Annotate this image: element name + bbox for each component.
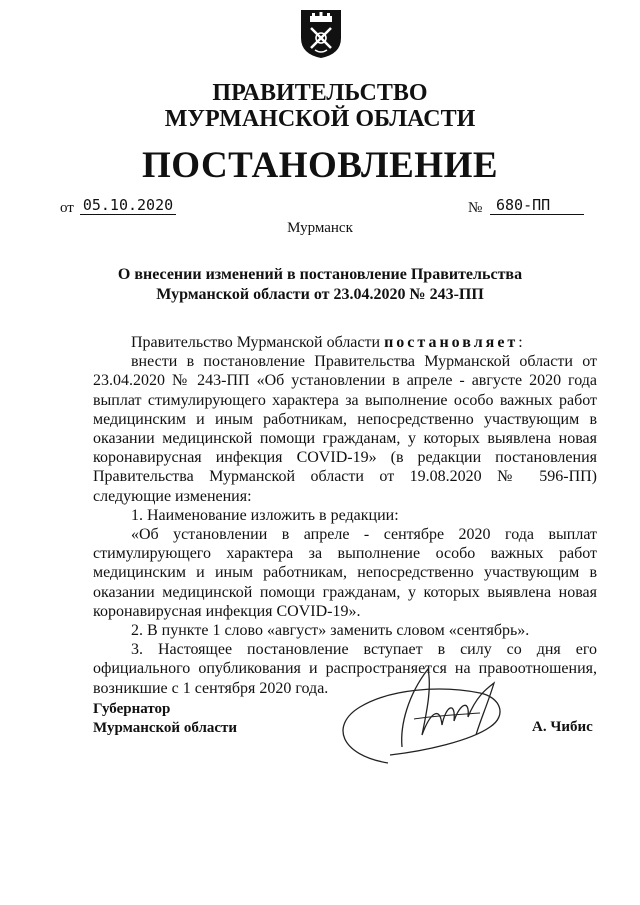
- signatory-title: [93, 700, 237, 738]
- signatory-title-line-2: Мурманской области: [93, 720, 238, 736]
- handwritten-signature: [330, 655, 520, 770]
- decree-keyword: постановляет: [384, 334, 519, 351]
- body-paragraph-item-3: 3. Настоящее постановление вступает в силу со дня его официального опубликования и распространяется на правоотношения, возникшие с 1 сентября 2020 года.: [93, 641, 597, 697]
- preamble-paragraph: [93, 333, 597, 352]
- preamble-end: :: [518, 334, 523, 351]
- body-paragraph-item-2: 2. В пункте 1 слово «август» заменить словом «сентябрь».: [131, 622, 530, 640]
- coat-of-arms-icon: [299, 8, 343, 60]
- preamble-lead: Правительство Мурманской области: [131, 334, 385, 351]
- subject-line-1: О внесении изменений в постановление Правительства: [117, 266, 523, 283]
- document-type: ПОСТАНОВЛЕНИЕ: [141, 145, 499, 186]
- signatory-title-line-1: Губернатор: [93, 701, 171, 717]
- document-body: [93, 333, 597, 698]
- organization-line-1: ПРАВИТЕЛЬСТВО: [212, 80, 428, 106]
- document-date: 05.10.2020: [80, 196, 176, 215]
- subject-line-2: Мурманской области от 23.04.2020 № 243-ПП: [156, 286, 484, 303]
- city: Мурманск: [287, 220, 353, 236]
- number-prefix: №: [468, 200, 483, 216]
- document-number: 680-ПП: [490, 196, 584, 215]
- signatory-name: А. Чибис: [532, 719, 593, 735]
- body-paragraph-main: внести в постановление Правительства Мурманской области от 23.04.2020 № 243-ПП «Об установлении в апреле - августе 2020 года выплат стимулирующего характера за выполнение особо важных работ медицинским и иным работникам, непосредственно участвующим в оказании медицинской помощи гражданам, у которых выявлена новая коронавирусная инфекция COVID-19» (в редакции постановления Правительства Мурманской области от 19.08.2020 № 596-ПП) следующие изменения:: [93, 353, 597, 505]
- document-subject: [0, 265, 640, 305]
- date-prefix: от: [60, 200, 74, 216]
- organization-title: [0, 80, 640, 132]
- organization-line-2: МУРМАНСКОЙ ОБЛАСТИ: [164, 106, 476, 132]
- body-paragraph-item-1: 1. Наименование изложить в редакции:: [131, 506, 399, 524]
- body-paragraph-new-title: «Об установлении в апреле - сентябре 2020 года выплат стимулирующего характера за выполнение особо важных работ медицинским и иным работникам, непосредственно участвующим в оказании медицинской помощи гражданам, у которых выявлена новая коронавирусная инфекция COVID-19».: [93, 526, 597, 620]
